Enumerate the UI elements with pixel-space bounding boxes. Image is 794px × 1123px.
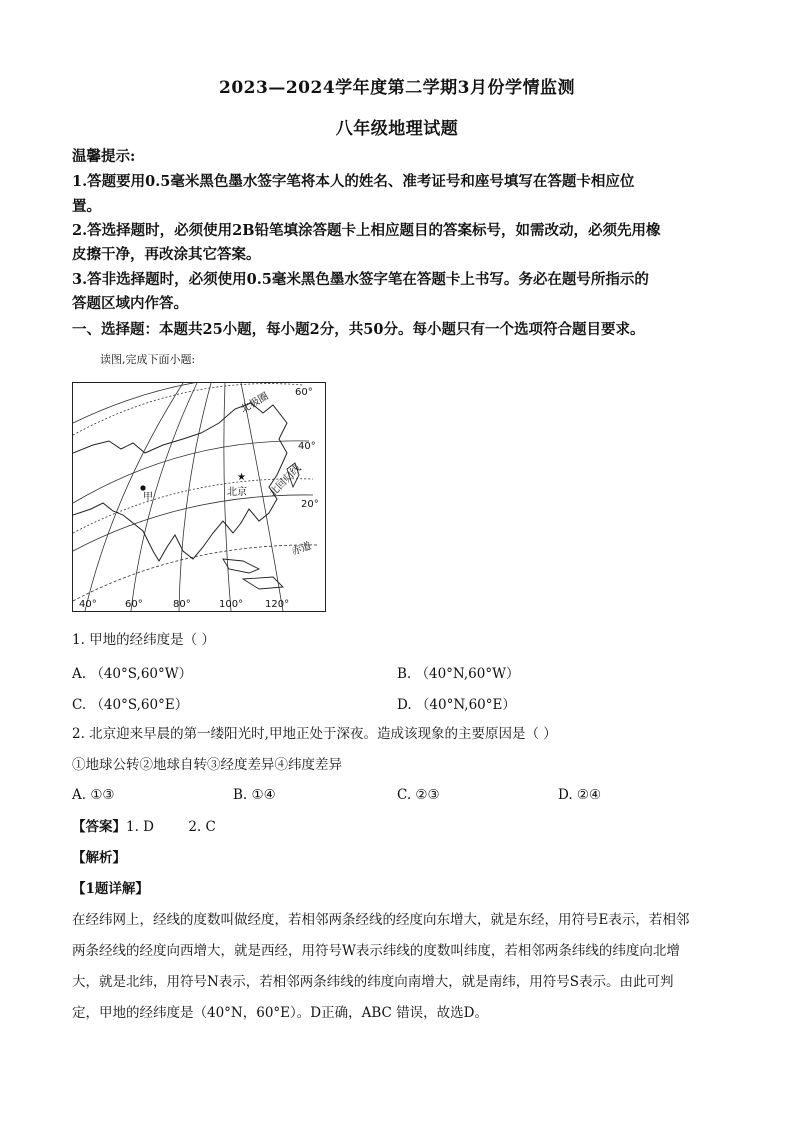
asia-coastline bbox=[73, 403, 287, 561]
q2-option-b: B. ①④ bbox=[233, 787, 276, 803]
jia-label: 甲 bbox=[143, 492, 153, 503]
arctic-circle-label: 北极圈 bbox=[239, 391, 271, 416]
lon-label-40: 40° bbox=[79, 599, 97, 610]
analysis-line: 定，甲地的经纬度是（40°N，60°E）。D正确，ABC 错误，故选D。 bbox=[72, 1005, 488, 1021]
q2-option-a: A. ①③ bbox=[72, 787, 115, 803]
lon-label-80: 80° bbox=[173, 599, 191, 610]
island bbox=[243, 577, 283, 589]
lat-label-40: 40° bbox=[298, 441, 316, 452]
arctic-circle-line bbox=[73, 384, 303, 435]
exam-title: 2023—2024学年度第二学期3月份学情监测 bbox=[219, 78, 575, 98]
tip-line: 置。 bbox=[72, 198, 101, 215]
map-instruction: 读图,完成下面小题: bbox=[100, 353, 196, 366]
section-heading: 一、选择题：本题共25小题，每小题2分，共50分。每小题只有一个选项符合题目要求。 bbox=[72, 321, 645, 338]
question-1-stem: 1. 甲地的经纬度是（ ） bbox=[72, 632, 215, 648]
q1-option-a: A. （40°S,60°W） bbox=[72, 666, 193, 682]
lon-label-60: 60° bbox=[125, 599, 143, 610]
equator-line bbox=[73, 545, 318, 601]
tip-line: 3.答非选择题时，必须使用0.5毫米黑色墨水签字笔在答题卡上书写。务必在题号所指示的 bbox=[72, 271, 649, 288]
answer-values: 1. D 2. C bbox=[126, 819, 216, 835]
q1-option-d: D. （40°N,60°E） bbox=[397, 697, 516, 713]
tip-line: 答题区域内作答。 bbox=[72, 295, 188, 312]
map-svg bbox=[73, 383, 325, 611]
answer-line bbox=[72, 817, 732, 837]
lon-line bbox=[179, 383, 211, 611]
question-2-stem: 2. 北京迎来早晨的第一缕阳光时,甲地正处于深夜。造成该现象的主要原因是（ ） bbox=[72, 726, 557, 742]
exam-subtitle: 八年级地理试题 bbox=[335, 119, 459, 139]
detail-tag: 【1题详解】 bbox=[72, 881, 149, 897]
jia-point bbox=[140, 485, 145, 490]
lat-label-20: 20° bbox=[301, 499, 319, 510]
lon-line bbox=[131, 383, 197, 611]
analysis-tag: 【解析】 bbox=[72, 850, 126, 866]
answer-tag: 【答案】 bbox=[72, 819, 126, 835]
beijing-label: 北京 bbox=[227, 487, 247, 498]
lon-label-100: 100° bbox=[219, 599, 244, 610]
island bbox=[223, 559, 259, 573]
asia-latlong-map bbox=[72, 382, 326, 612]
tips-heading: 温馨提示: bbox=[72, 148, 136, 165]
lat-label-60: 60° bbox=[295, 387, 313, 398]
tip-line: 皮擦干净，再改涂其它答案。 bbox=[72, 246, 261, 263]
lon-label-120: 120° bbox=[265, 599, 290, 610]
analysis-line: 大，就是北纬，用符号N表示，若相邻两条纬线的纬度向南增大，就是南纬，用符号S表示。由此可判 bbox=[72, 974, 674, 990]
tip-line: 1.答题要用0.5毫米黑色墨水签字笔将本人的姓名、准考证号和座号填写在答题卡相应位 bbox=[72, 173, 635, 190]
tip-line: 2.答选择题时，必须使用2B铅笔填涂答题卡上相应题目的答案标号，如需改动，必须先用橡 bbox=[72, 222, 661, 239]
analysis-line: 在经纬网上，经线的度数叫做经度，若相邻两条经线的经度向东增大，就是东经，用符号E表示，若相邻 bbox=[72, 912, 690, 928]
analysis-line: 两条经线的经度向西增大，就是西经，用符号W表示纬线的度数叫纬度，若相邻两条纬线的纬度向北增 bbox=[72, 943, 680, 959]
q1-option-c: C. （40°S,60°E） bbox=[72, 697, 189, 713]
equator-label: 赤道 bbox=[290, 540, 313, 558]
lon-line bbox=[85, 383, 183, 611]
q1-option-b: B. （40°N,60°W） bbox=[397, 666, 520, 682]
lat-20-line bbox=[73, 495, 313, 551]
beijing-star-icon: ★ bbox=[237, 472, 246, 483]
tropic-label: 北回归线 bbox=[267, 463, 304, 500]
question-2-note: ①地球公转②地球自转③经度差异④纬度差异 bbox=[72, 757, 342, 773]
q2-option-d: D. ②④ bbox=[558, 787, 602, 803]
q2-option-c: C. ②③ bbox=[397, 787, 440, 803]
